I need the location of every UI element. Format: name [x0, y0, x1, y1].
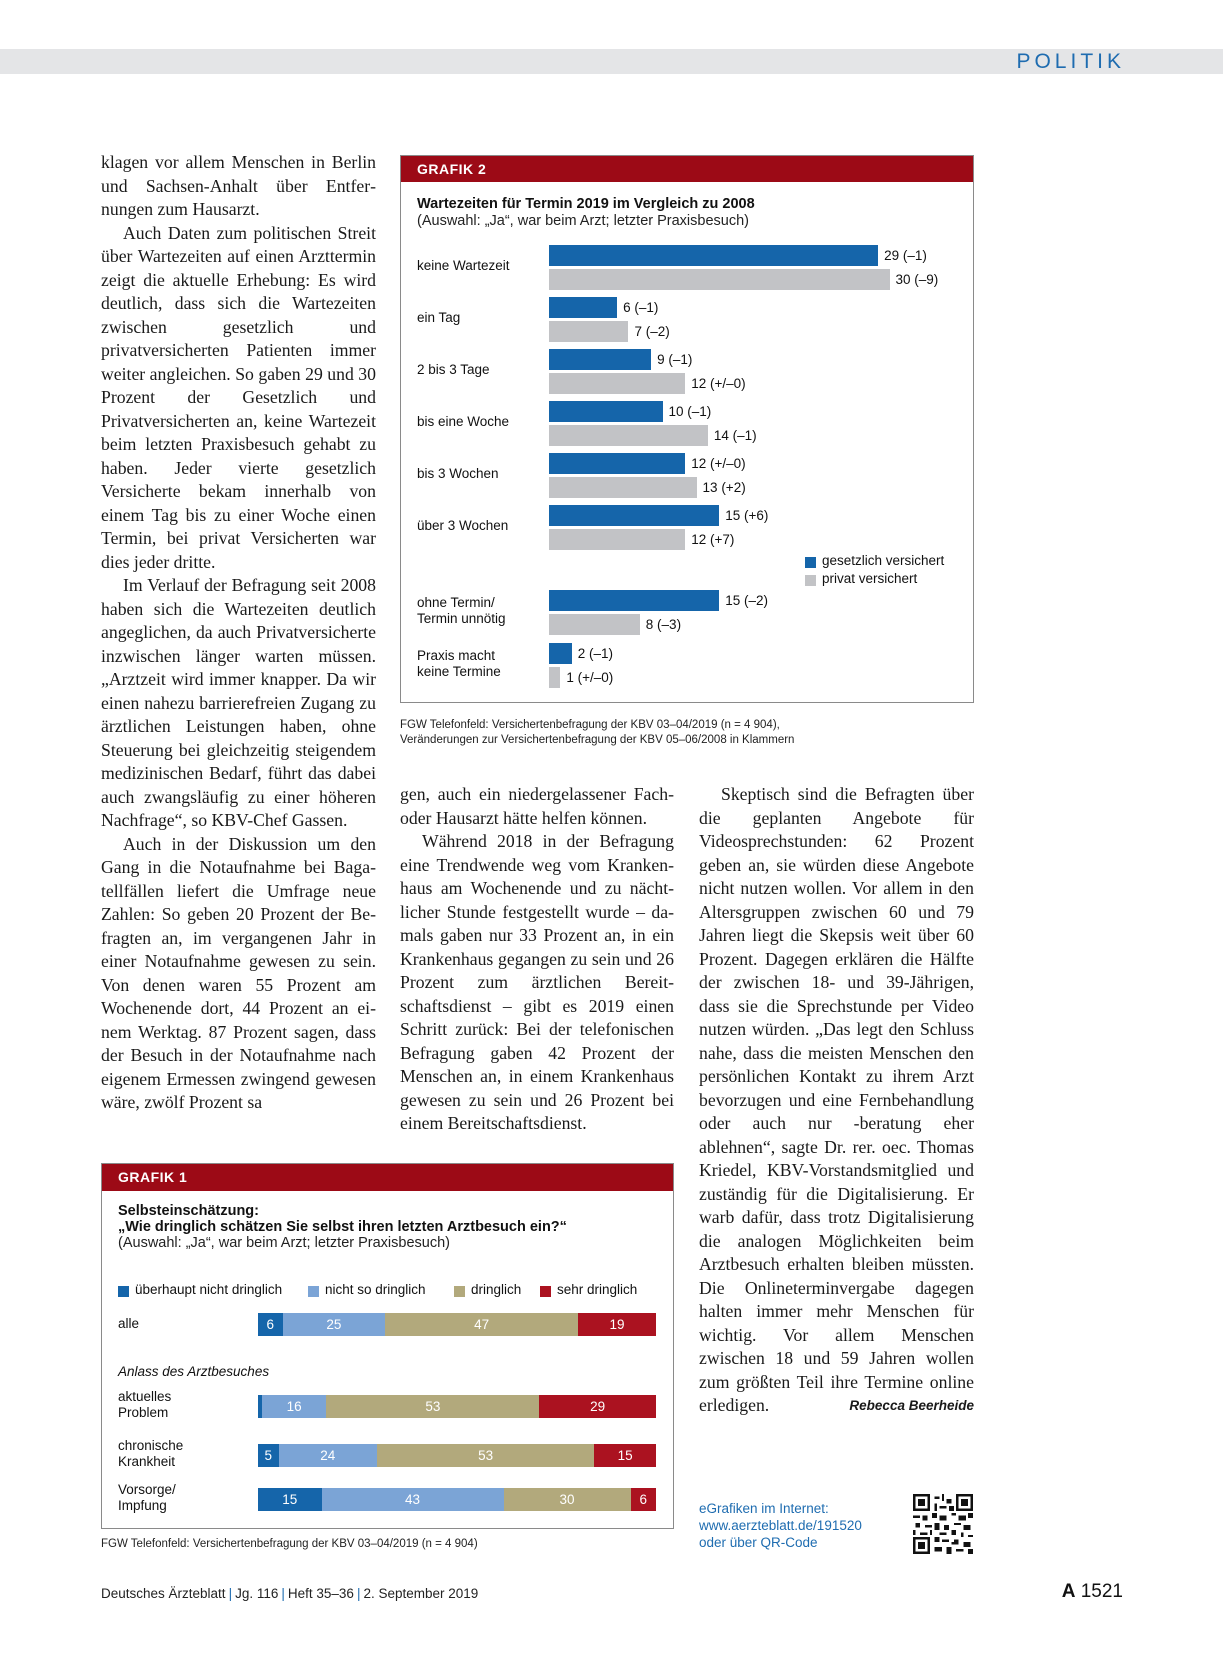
data-label: 15 (+6): [725, 508, 769, 523]
grafik-1-section-label: Anlass des Arztbesuches: [118, 1364, 270, 1379]
data-label: 9 (–1): [657, 352, 693, 367]
bar: [549, 245, 878, 266]
data-label: 29 (–1): [884, 248, 927, 263]
author-name: Rebecca Beerheide: [849, 1398, 974, 1413]
egrafiken-note: eGrafiken im Internet: www.aerzteblatt.de/191520 oder über QR-Code: [699, 1501, 862, 1550]
paragraph: klagen vor allem Menschen in Berlin und Sachsen-Anhalt über Entfernungen zum Hausarzt.: [101, 152, 376, 219]
bar: [549, 477, 697, 498]
grafik-2-label: GRAFIK 2: [401, 156, 973, 182]
data-label: 1 (+/–0): [566, 670, 614, 685]
stacked-bar: [258, 1444, 656, 1467]
bar-segment: 15: [594, 1444, 656, 1467]
paragraph: Im Verlauf der Befragung seit 2008 haben sich die Wartezeiten deutlich angeglichen, da auch Privatversicherte inzwischen länger warten müssen. „Arztzeit wird immer knapper. Da wir einen nahezu barrierefreien Zugang zu ärztlichen Leistungen haben, ohne Steuerung bei gleichzeitig steigendem medizinischen Bedarf, führt das dabei auch zwangsläufig zu einer höheren Nachfrage“, so KBV-Chef Gassen.: [101, 575, 376, 830]
category-label: bis eine Woche: [417, 414, 510, 429]
data-label: 12 (+7): [691, 532, 735, 547]
grafik-2-chart: [400, 155, 974, 703]
grafik-2-title: Wartezeiten für Termin 2019 im Vergleich zu 2008: [417, 196, 755, 212]
paragraph: gen, auch ein niedergelassener Fach- oder Hausarzt hätte helfen können.: [400, 784, 674, 828]
paragraph: Skeptisch sind die Befragten über die geplanten Angebote für Videosprechstunden: 62 Prozent geben an, sie würden diese Angebote nicht nutzen wollen. Vor allem in den Altersgruppen zwischen 60 und 79 Jahren liegt die Skepsis weit über 60 Prozent. Dagegen erklären die Hälfte der zwischen 18- und 39-Jährigen, dass sie die Sprechstunde per Video nutzen würden. „Das legt den Schluss nahe, dass die meisten Menschen den persönlichen Kontakt zu ihrem Arzt bevorzugen und eine Fernbehandlung oder auch nur -beratung eher ablehnen“, sagte Dr. rer. oec. Thomas Kriedel, KBV-Vorstandsmitglied und zuständig für die Digitalisierung. Er warb dafür, dass trotz Digitalisierung die analogen Möglichkeiten beim Arztbesuch erhalten bleiben müssten. Die Onlineterminvergabe dagegen halten immer mehr Menschen für wichtig. Vor allem Menschen zwischen 18 und 59 Jahren wollen zum größten Teil ihre Termine online erledigen. Rebecca Beerheide: [699, 783, 974, 1418]
bar: [549, 269, 890, 290]
section-label: POLITIK: [1016, 50, 1125, 73]
bar-segment: 43: [322, 1488, 504, 1511]
bar-segment: 16: [262, 1395, 326, 1418]
article-column-1: [101, 151, 376, 1115]
data-label: 10 (–1): [668, 404, 712, 419]
category-label: 2 bis 3 Tage: [417, 362, 490, 377]
data-label: 6 (–1): [623, 300, 659, 315]
stacked-bar: [258, 1395, 656, 1418]
bar: [549, 667, 560, 688]
category-label: keine Wartezeit: [417, 258, 510, 273]
grafik-1-label: GRAFIK 1: [102, 1164, 673, 1191]
paragraph: Auch in der Diskussion um den Gang in die Notaufnahme bei Bagatellfällen liefert die Umfrage neue Zahlen: So geben 20 Prozent der Befragten an, im vergangenen Jahr in einer Notaufnahme gewesen zu sein. Von denen waren 55 Prozent am Wochenende dort, 44 Prozent an einem Werktag. 87 Prozent sagen, dass der Besuch in der Notaufnahme nach eigenem Ermessen zwingend gewesen wäre, zwölf Prozent sa: [101, 833, 376, 1112]
bar: [549, 505, 719, 526]
bar: [549, 425, 708, 446]
bar: [549, 297, 617, 318]
legend-swatch: [454, 1286, 465, 1297]
category-label: bis 3 Wochen: [417, 466, 499, 481]
page-number: A 1521: [1061, 1581, 1123, 1602]
bar: [549, 453, 685, 474]
qr-code-icon[interactable]: [913, 1494, 973, 1554]
bar: [549, 529, 685, 550]
stacked-bar: [258, 1488, 656, 1511]
data-label: 13 (+2): [702, 480, 746, 495]
data-label: 7 (–2): [634, 324, 670, 339]
grafik-2-caption: FGW Telefonfeld: Versichertenbefragung der KBV 03–04/2019 (n = 4 904), Veränderungen zur Versichertenbefragung der KBV 05–06/2008 in Klammern: [400, 719, 795, 746]
category-label: ohne Termin/ Termin unnötig: [417, 595, 506, 626]
bar-segment: 15: [258, 1488, 322, 1511]
data-label: 2 (–1): [577, 646, 613, 661]
bar-segment: 53: [377, 1444, 594, 1467]
category-label: chronische Krankheit: [118, 1438, 184, 1469]
bar: [549, 590, 719, 611]
legend-label: überhaupt nicht dringlich: [135, 1282, 283, 1297]
grafik-1-title: Selbsteinschätzung:: [118, 1203, 259, 1219]
category-label: aktuelles Problem: [118, 1389, 172, 1420]
grafik-1-caption: FGW Telefonfeld: Versichertenbefragung der KBV 03–04/2019 (n = 4 904): [101, 1538, 478, 1550]
bar-segment: 53: [326, 1395, 539, 1418]
bar-segment: 5: [258, 1444, 279, 1467]
bar: [549, 321, 628, 342]
grafik-1-subtitle: (Auswahl: „Ja“, war beim Arzt; letzter Praxisbesuch): [118, 1235, 450, 1251]
data-label: 8 (–3): [645, 617, 682, 632]
category-label: über 3 Wochen: [417, 518, 509, 533]
category-label: ein Tag: [417, 310, 461, 325]
category-label: Vorsorge/ Impfung: [118, 1482, 176, 1513]
legend-swatch: [308, 1286, 319, 1297]
grafik-1-question: „Wie dringlich schätzen Sie selbst ihren letzten Arztbesuch ein?“: [118, 1219, 567, 1235]
data-label: 14 (–1): [713, 428, 757, 443]
bar: [549, 401, 663, 422]
bar-segment: 19: [578, 1313, 656, 1336]
stacked-bar: [258, 1313, 656, 1336]
data-label: 12 (+/–0): [691, 376, 746, 391]
legend-swatch: [805, 575, 816, 586]
data-label: 30 (–9): [895, 272, 939, 287]
legend-label: dringlich: [471, 1282, 522, 1297]
article-column-2: [400, 783, 674, 1136]
bar-segment: 25: [283, 1313, 386, 1336]
data-label: 12 (+/–0): [691, 456, 746, 471]
grafik-2-subtitle: (Auswahl: „Ja“, war beim Arzt; letzter Praxisbesuch): [417, 213, 749, 229]
bar: [549, 373, 685, 394]
bar-segment: 6: [631, 1488, 656, 1511]
legend-label: nicht so dringlich: [325, 1282, 426, 1297]
bar-segment: 29: [539, 1395, 656, 1418]
data-label: 15 (–2): [725, 593, 769, 608]
bar-segment: 30: [504, 1488, 631, 1511]
bar: [549, 349, 651, 370]
legend-swatch: [805, 557, 816, 568]
bar-segment: 6: [258, 1313, 283, 1336]
paragraph: Während 2018 in der Befragung eine Trendwende weg vom Krankenhaus am Wochenende und zu nächtlicher Stunde festgestellt wurde – damals gaben nur 33 Prozent an, in ein Krankenhaus gegangen zu sein und 26 Prozent zum ärztlichen Bereitschaftsdienst – gibt es 2019 einen Schritt zurück: Bei der telefonischen Befragung gaben 42 Prozent der Menschen an, in einem Krankenhaus gewesen zu sein und 26 Prozent bei einem Bereitschaftsdienst.: [400, 831, 674, 1133]
category-label: Praxis macht keine Termine: [417, 648, 501, 679]
article-column-3: [699, 783, 974, 1418]
grafik-1-chart: [101, 1163, 674, 1529]
legend-swatch: [540, 1286, 551, 1297]
bar: [549, 643, 572, 664]
legend-label: sehr dringlich: [557, 1282, 638, 1297]
bar-segment: 47: [385, 1313, 578, 1336]
legend-label: privat versichert: [822, 571, 918, 586]
bar: [549, 614, 640, 635]
legend-swatch: [118, 1286, 129, 1297]
egrafiken-link[interactable]: www.aerzteblatt.de/191520: [699, 1518, 862, 1533]
bar-segment: 24: [279, 1444, 377, 1467]
paragraph: Auch Daten zum politischen Streit über Wartezeiten auf einen Arzttermin zeigt die aktuelle Erhebung: Es wird deutlich, dass sich die Wartezeiten zwischen gesetzlich und privatversicherten Patienten immer weiter angleichen. So gaben 29 und 30 Prozent der Gesetzlich und Privatversicherten an, keine Wartezeit beim letzten Praxisbesuch gehabt zu haben. Jeder vierte gesetzlich Versicherte bekam innerhalb von einem Tag bis zu einer Woche einen Termin, bei privat Versicherten war dies jeder dritte.: [101, 222, 376, 572]
category-label: alle: [118, 1316, 140, 1331]
legend-label: gesetzlich versichert: [822, 553, 945, 568]
journal-footer: Deutsches Ärzteblatt | Jg. 116 | Heft 35–36 | 2. September 2019: [101, 1586, 479, 1601]
